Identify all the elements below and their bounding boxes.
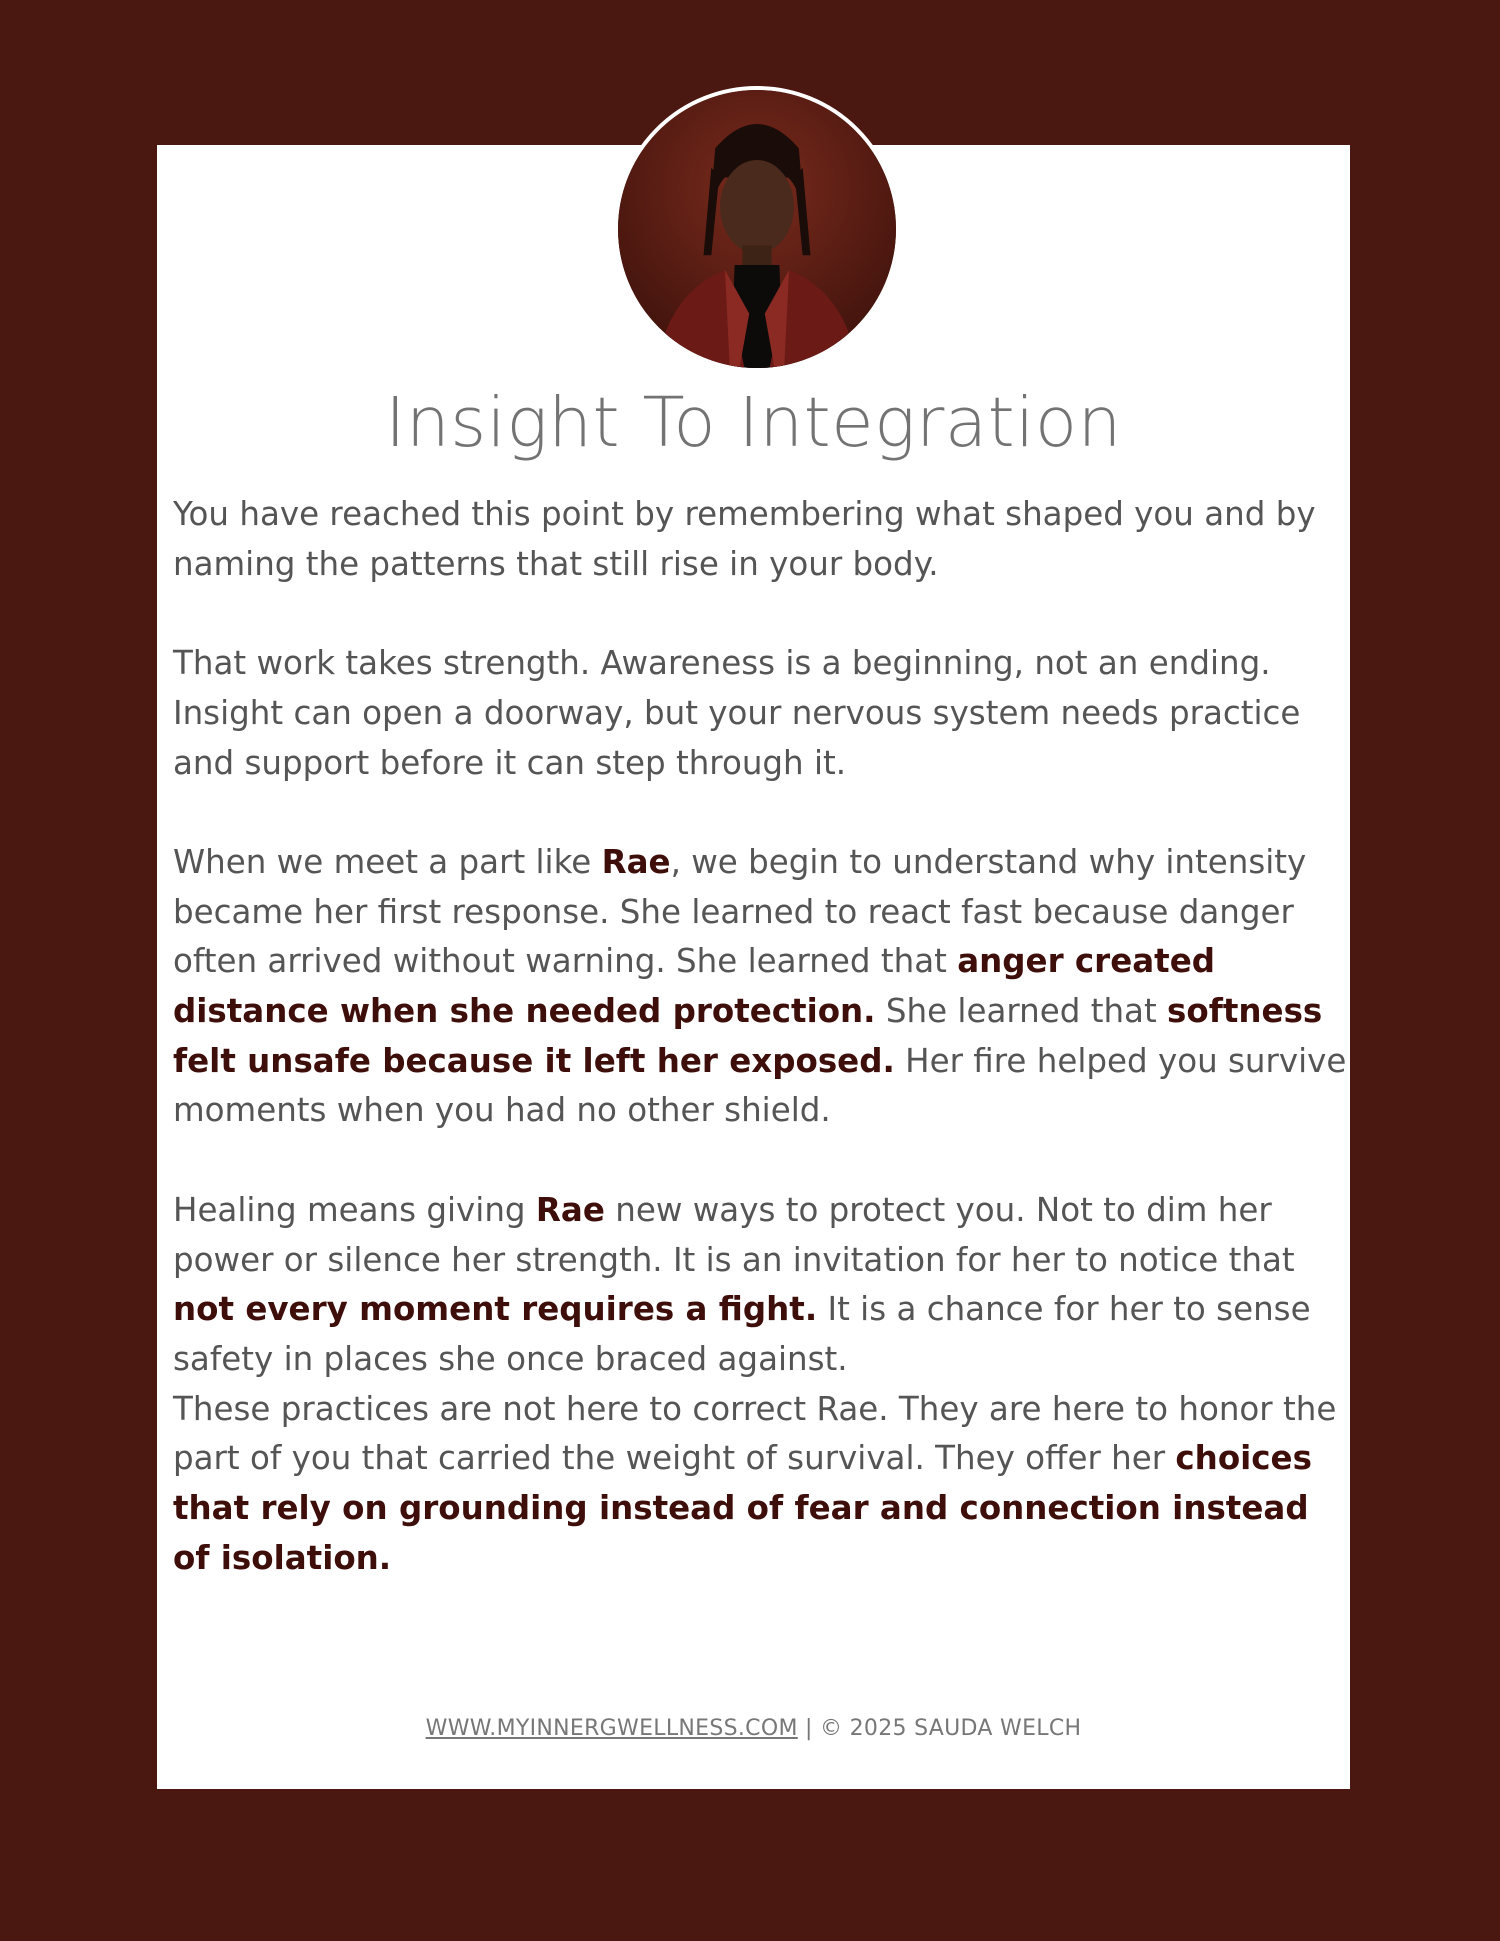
paragraph-text: Her fire helped you survive moments when you had no other shield. (173, 1041, 1347, 1130)
paragraph-text: That work takes strength. Awareness is a beginning, not an ending. Insight can open a doorway, but your nervous system needs practice and support before it can step through it. (173, 644, 1301, 782)
paragraph-text: new ways to protect you. Not to dim her power or silence her strength. It is an invitation for her to notice that (173, 1190, 1295, 1279)
paragraph-text: , we begin to understand why intensity became her first response. She learned to react fast because danger often arrived without warning. She learned that (173, 842, 1307, 981)
emphasis-name: Rae (601, 842, 671, 881)
emphasis-text: anger created distance when she needed protection. (173, 942, 1216, 1030)
paragraph-text: Healing means giving (173, 1190, 536, 1229)
emphasis-text: softness felt unsafe because it left her exposed. (173, 992, 1323, 1080)
paragraph-text: These practices are not here to correct Rae. They are here to honor the part of you that carried the weight of survival. They offer her (173, 1389, 1337, 1478)
paragraph-text: It is a chance for her to sense safety in places she once braced against. (173, 1290, 1311, 1378)
page-title: Insight To Integration (385, 383, 1122, 463)
paragraph-text: You have reached this point by remembering what shaped you and by naming the patterns that still rise in your body. (173, 495, 1316, 583)
body-text (173, 490, 1348, 1583)
emphasis-name: Rae (535, 1190, 605, 1229)
footer (157, 1716, 1350, 1741)
paragraph-text: She learned that (875, 992, 1168, 1030)
paragraph-healing (173, 1186, 1348, 1385)
portrait-illustration (618, 90, 896, 368)
paragraph-awareness (173, 639, 1348, 788)
copyright-text: © 2025 SAUDA WELCH (820, 1716, 1082, 1741)
portrait-image (614, 86, 900, 372)
emphasis-text: not every moment requires a fight. (173, 1290, 818, 1329)
footer-separator: | (797, 1716, 821, 1741)
paragraph-rae-origin (173, 838, 1348, 1136)
paragraph-text: When we meet a part like (173, 842, 602, 881)
emphasis-text: choices that rely on grounding instead of fear and connection instead of isolation. (173, 1439, 1312, 1577)
website-link[interactable]: WWW.MYINNERGWELLNESS.COM (425, 1716, 798, 1741)
paragraph-practices (173, 1385, 1348, 1584)
paragraph-intro (173, 490, 1348, 589)
